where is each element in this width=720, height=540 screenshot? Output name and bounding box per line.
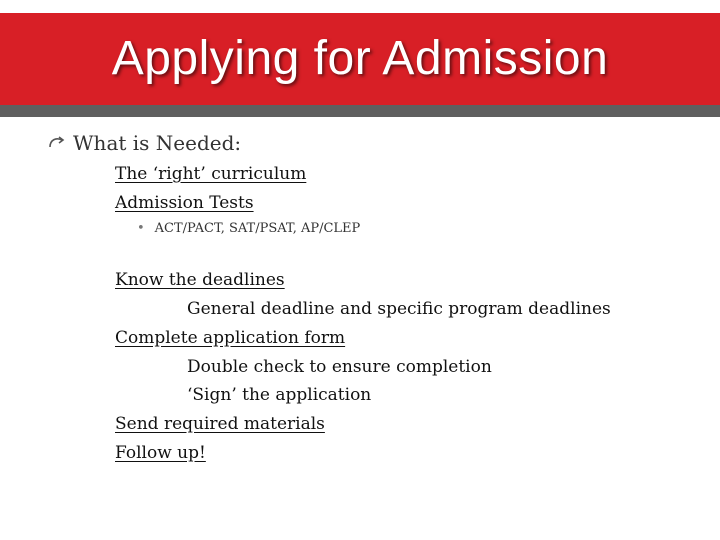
slide-title: Applying for Admission — [111, 32, 609, 85]
sub-item-text: ACT/PACT, SAT/PSAT, AP/CLEP — [154, 221, 361, 236]
item-know-deadlines: Know the deadlines — [115, 270, 285, 290]
item-complete-form: Complete application form — [115, 328, 346, 348]
item-curriculum: The ‘right’ curriculum — [115, 164, 307, 184]
item-send-materials: Send required materials — [115, 414, 325, 434]
level1-text: What is Needed: — [73, 131, 242, 155]
item-follow-up: Follow up! — [115, 443, 206, 463]
level1-bullet — [48, 131, 241, 155]
bullet-dot-icon: • — [137, 221, 145, 236]
item-admission-tests: Admission Tests — [115, 193, 254, 213]
sub-item-tests — [137, 221, 360, 236]
item-sign-application: ‘Sign’ the application — [187, 385, 372, 405]
item-general-deadline: General deadline and specific program deadlines — [187, 299, 611, 319]
curved-arrow-icon — [48, 134, 66, 152]
item-double-check: Double check to ensure completion — [187, 357, 492, 377]
